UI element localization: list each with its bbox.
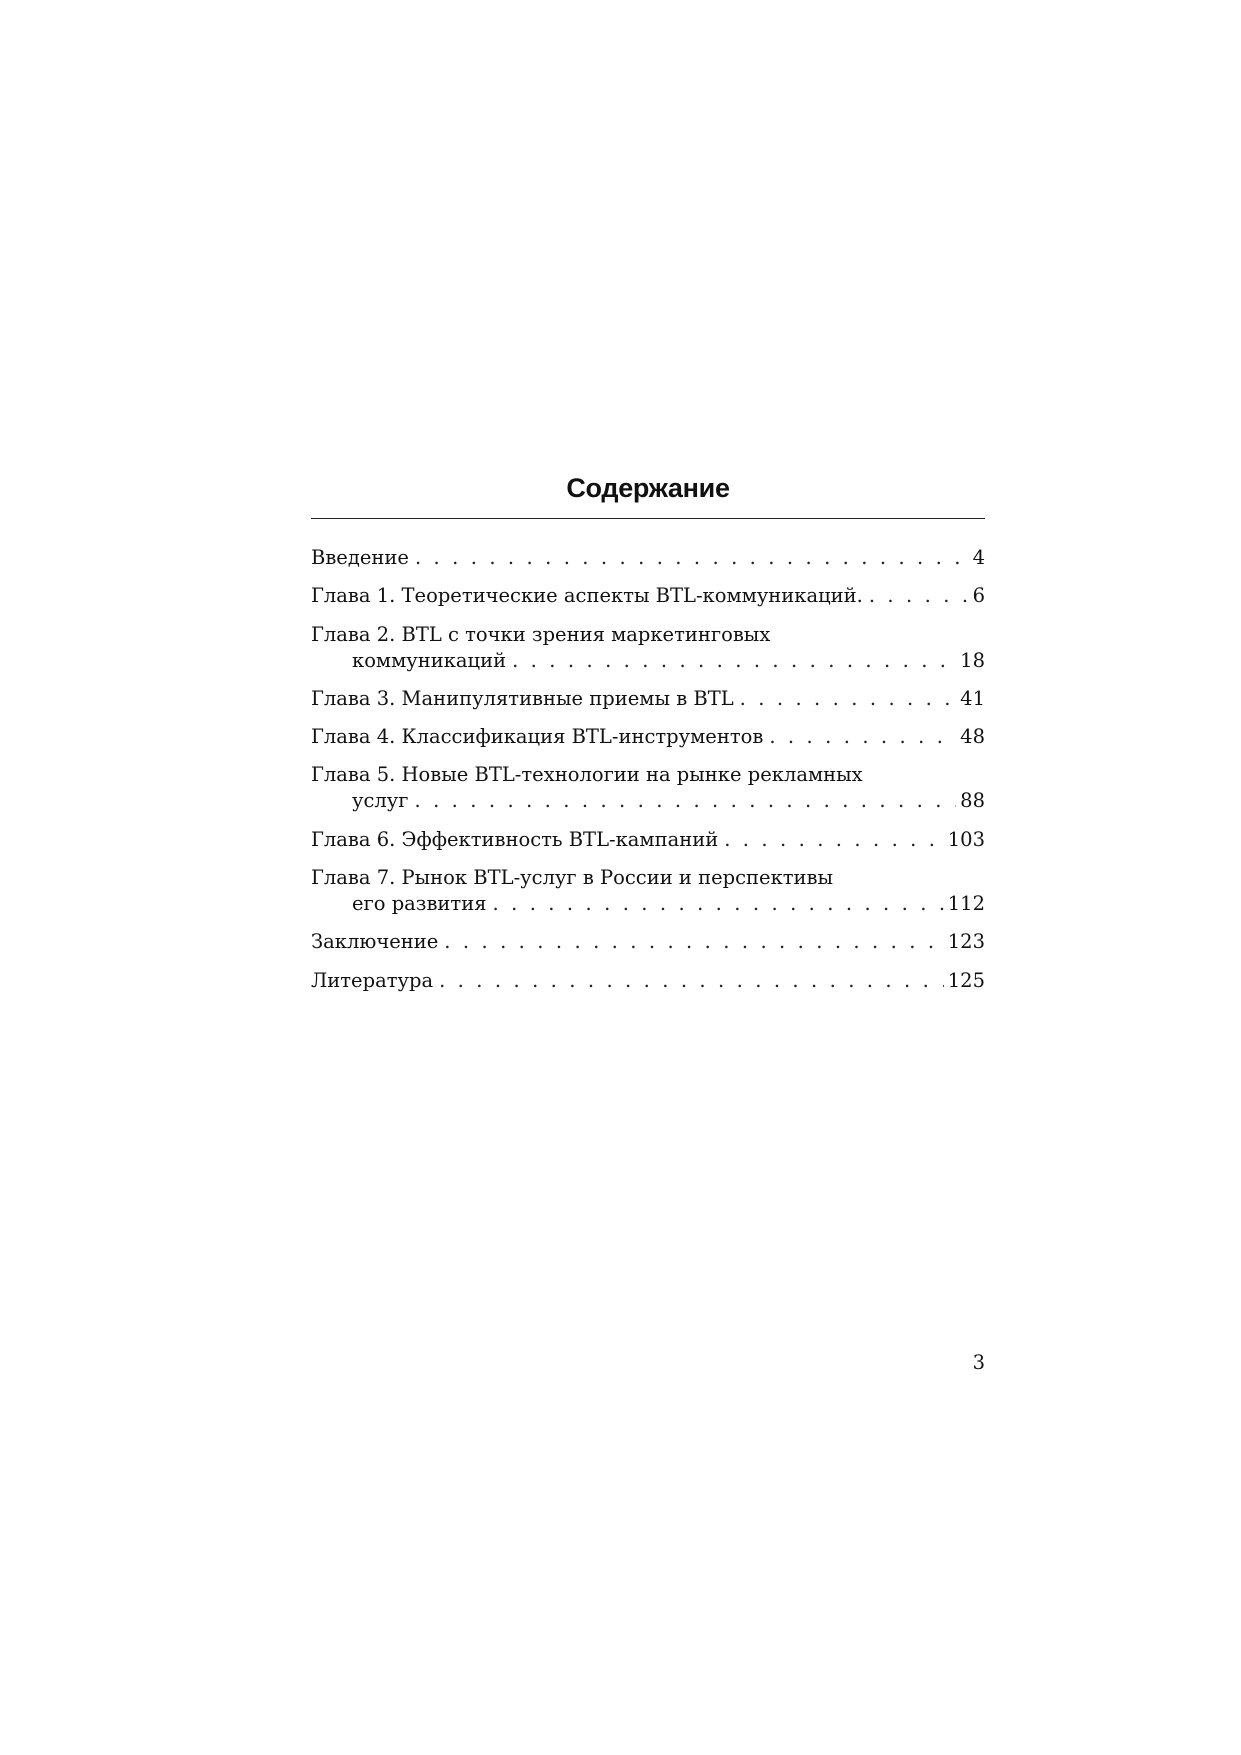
page-title: Содержание: [566, 473, 730, 503]
toc-entry: [311, 545, 985, 571]
toc-list: [311, 545, 985, 994]
toc-entry: [311, 583, 985, 609]
toc-entry-page: 125: [947, 968, 985, 992]
toc-entry-title-line1: Глава 5. Новые BTL-технологии на рынке рекламных: [311, 763, 863, 787]
toc-entry-title-line1: Глава 7. Рынок BTL-услуг в России и перспективы: [311, 866, 834, 890]
dot-leader: [740, 686, 957, 712]
toc-entry-title-line1: Глава 2. BTL с точки зрения маркетинговых: [311, 622, 771, 646]
toc-entry: [311, 724, 985, 750]
dot-leader: [869, 583, 969, 609]
dot-leader: [512, 648, 956, 674]
toc-entry-title: Глава 1. Теоретические аспекты BTL-коммуникаций.: [311, 584, 863, 608]
toc-entry: [311, 622, 985, 674]
toc-entry-title: Литература: [311, 968, 434, 992]
toc-entry-title-line2: услуг: [352, 789, 409, 813]
toc-entry-page: 41: [960, 686, 985, 710]
title-rule: [311, 518, 985, 519]
toc-entry-page: 123: [947, 930, 985, 954]
dot-leader: [414, 788, 956, 814]
toc-entry-title: Заключение: [311, 930, 439, 954]
toc-entry-title: Глава 4. Классификация BTL-инструментов: [311, 725, 764, 749]
toc-entry-page: 88: [960, 789, 985, 813]
toc-entry-page: 18: [960, 648, 985, 672]
toc-entry: [311, 827, 985, 853]
toc-entry: [311, 762, 985, 814]
dot-leader: [415, 545, 969, 571]
toc-entry-page: 112: [947, 892, 985, 916]
dot-leader: [724, 827, 944, 853]
toc-entry-page: 6: [972, 584, 985, 608]
dot-leader: [439, 968, 944, 994]
toc-entry: [311, 929, 985, 955]
toc-entry: [311, 686, 985, 712]
toc-entry-page: 103: [947, 827, 985, 851]
toc-entry-title: Глава 6. Эффективность BTL-кампаний: [311, 827, 719, 851]
dot-leader: [769, 724, 956, 750]
toc-entry-title-line2: коммуникаций: [352, 648, 507, 672]
toc-entry-page: 48: [960, 725, 985, 749]
toc-entry-title: Введение: [311, 546, 409, 569]
toc-entry: [311, 865, 985, 917]
table-of-contents: [311, 470, 985, 1006]
toc-entry-title: Глава 3. Манипулятивные приемы в BTL: [311, 686, 734, 710]
page-number: 3: [972, 1351, 985, 1374]
dot-leader: [493, 891, 944, 917]
dot-leader: [444, 929, 943, 955]
toc-entry-page: 4: [972, 546, 985, 569]
toc-entry: [311, 968, 985, 994]
toc-entry-title-line2: его развития: [352, 892, 487, 916]
